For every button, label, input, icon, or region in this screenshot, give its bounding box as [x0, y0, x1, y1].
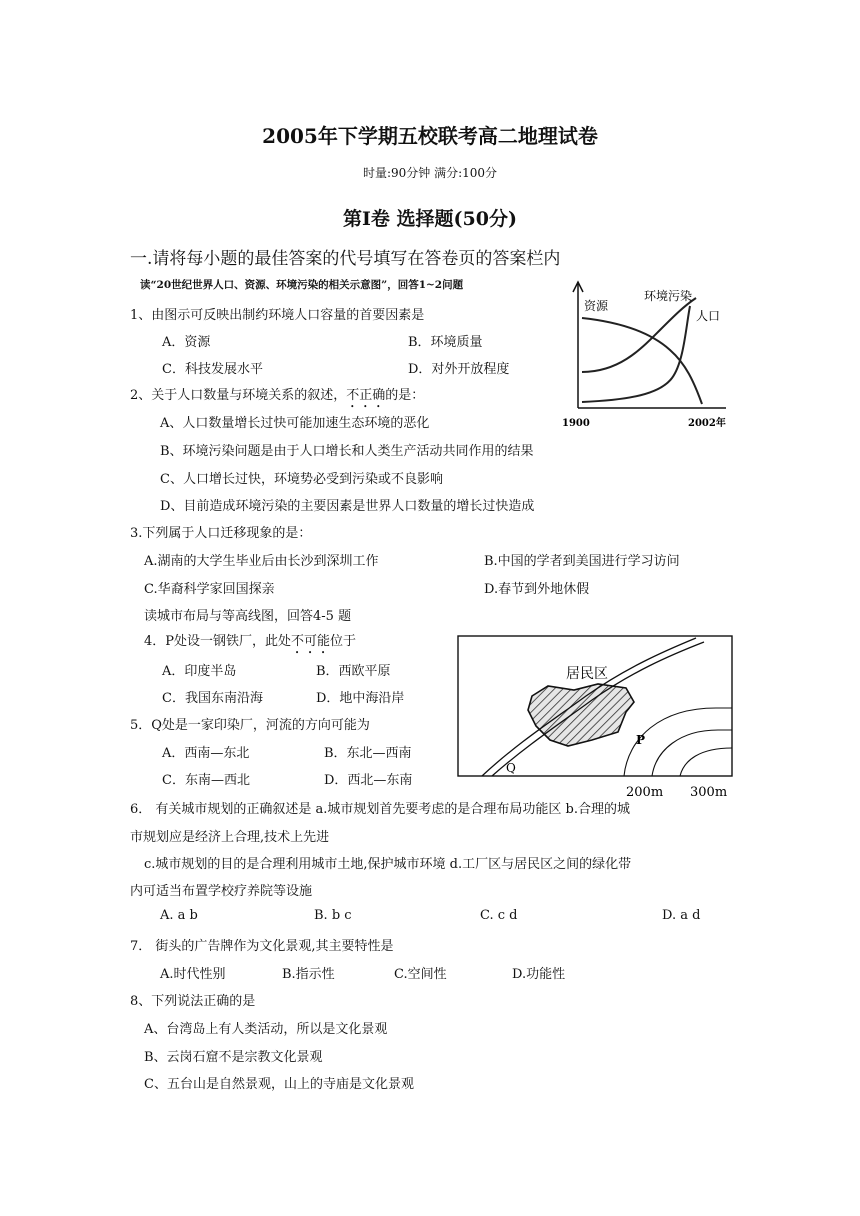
q5-option-b: B．东北—西南	[324, 746, 412, 761]
instruction: 一.请将每小题的最佳答案的代号填写在答卷页的答案栏内	[130, 249, 561, 269]
exam-meta: 时量:90分钟 满分:100分	[362, 166, 498, 180]
q2-stem: 2、关于人口数量与环境关系的叙述，不正确的是：	[130, 388, 425, 403]
intro-1: 读“20世纪世界人口、资源、环境污染的相关示意图”，回答1~2问题	[140, 279, 464, 291]
label-pollution: 环境污染	[644, 289, 693, 303]
q3-option-b: B.中国的学者到美国进行学习访问	[484, 554, 680, 569]
q7-stem: 7． 街头的广告牌作为文化景观,其主要特性是	[130, 939, 394, 954]
q6-option-d: D. a d	[662, 908, 701, 923]
label-resource: 资源	[584, 299, 609, 313]
label-200m: 200m	[626, 785, 664, 800]
q6-line-1: 6． 有关城市规划的正确叙述是 a.城市规划首先要考虑的是合理布局功能区 b.合理的城	[130, 802, 631, 817]
q2-option-c: C、人口增长过快，环境势必受到污染或不良影响	[160, 472, 443, 487]
q6-line-3: c.城市规划的目的是合理利用城市土地,保护城市环境 d.工厂区与居民区之间的绿化带	[144, 857, 632, 872]
q5-stem: 5．Q处是一家印染厂，河流的方向可能为	[130, 718, 370, 733]
q2-option-a: A、人口数量增长过快可能加速生态环境的恶化	[160, 416, 430, 431]
q5-option-a: A．西南—东北	[162, 746, 250, 761]
q7-option-a: A.时代性别	[160, 967, 226, 982]
q6-line-4: 内可适当布置学校疗养院等设施	[130, 884, 313, 899]
q1-option-d: D．对外开放程度	[408, 362, 510, 377]
q5-option-c: C．东南—西北	[162, 773, 250, 788]
q1-option-b: B．环境质量	[408, 335, 483, 350]
q8-option-b: B、云岗石窟不是宗教文化景观	[144, 1050, 323, 1065]
section-title: 第I卷 选择题(50分)	[343, 208, 517, 230]
q8-stem: 8、下列说法正确的是	[130, 994, 256, 1009]
q2-option-b: B、环境污染问题是由于人口增长和人类生产活动共同作用的结果	[160, 444, 534, 459]
q6-option-b: B. b c	[314, 908, 352, 923]
q7-option-d: D.功能性	[512, 967, 566, 982]
q4-option-b: B．西欧平原	[316, 664, 391, 679]
intro-2: 读城市布局与等高线图，回答4-5 题	[144, 609, 352, 624]
q8-option-a: A、台湾岛上有人类活动，所以是文化景观	[144, 1022, 388, 1037]
q6-option-a: A. a b	[160, 908, 198, 923]
q4-option-d: D．地中海沿岸	[316, 691, 405, 706]
x-start-label: 1900	[562, 418, 590, 429]
city-contour-map	[456, 634, 736, 804]
label-300m: 300m	[690, 785, 728, 800]
q3-stem: 3.下列属于人口迁移现象的是：	[130, 526, 312, 541]
label-population: 人口	[696, 309, 721, 323]
label-q: Q	[506, 761, 516, 775]
q7-option-c: C.空间性	[394, 967, 447, 982]
q4-emphasis: 不可能	[291, 634, 331, 649]
population-resource-chart	[560, 278, 740, 430]
q5-option-d: D．西北—东南	[324, 773, 413, 788]
q4-option-a: A．印度半岛	[162, 664, 237, 679]
q4-option-c: C．我国东南沿海	[162, 691, 263, 706]
resource-curve	[582, 318, 702, 404]
q7-option-b: B.指示性	[282, 967, 335, 982]
q8-option-c: C、五台山是自然景观，山上的寺庙是文化景观	[144, 1077, 414, 1092]
q1-option-c: C．科技发展水平	[162, 362, 263, 377]
label-residential: 居民区	[566, 666, 608, 682]
q3-option-a: A.湖南的大学生毕业后由长沙到深圳工作	[144, 554, 379, 569]
q6-option-c: C. c d	[480, 908, 518, 923]
x-end-label: 2002年	[688, 418, 726, 429]
q1-option-a: A．资源	[162, 335, 211, 350]
q3-option-c: C.华裔科学家回国探亲	[144, 582, 275, 597]
page-title: 2005年下学期五校联考高二地理试卷	[262, 124, 598, 148]
q4-stem: 4．P处设一钢铁厂，此处不可能位于	[144, 634, 357, 649]
q3-option-d: D.春节到外地休假	[484, 582, 590, 597]
label-p: P	[636, 733, 646, 747]
q6-line-2: 市规划应是经济上合理,技术上先进	[130, 830, 330, 845]
q1-stem: 1、由图示可反映出制约环境人口容量的首要因素是	[130, 308, 425, 323]
q2-option-d: D、目前造成环境污染的主要因素是世界人口数量的增长过快造成	[160, 499, 535, 514]
q2-emphasis: 不正确	[346, 388, 386, 403]
